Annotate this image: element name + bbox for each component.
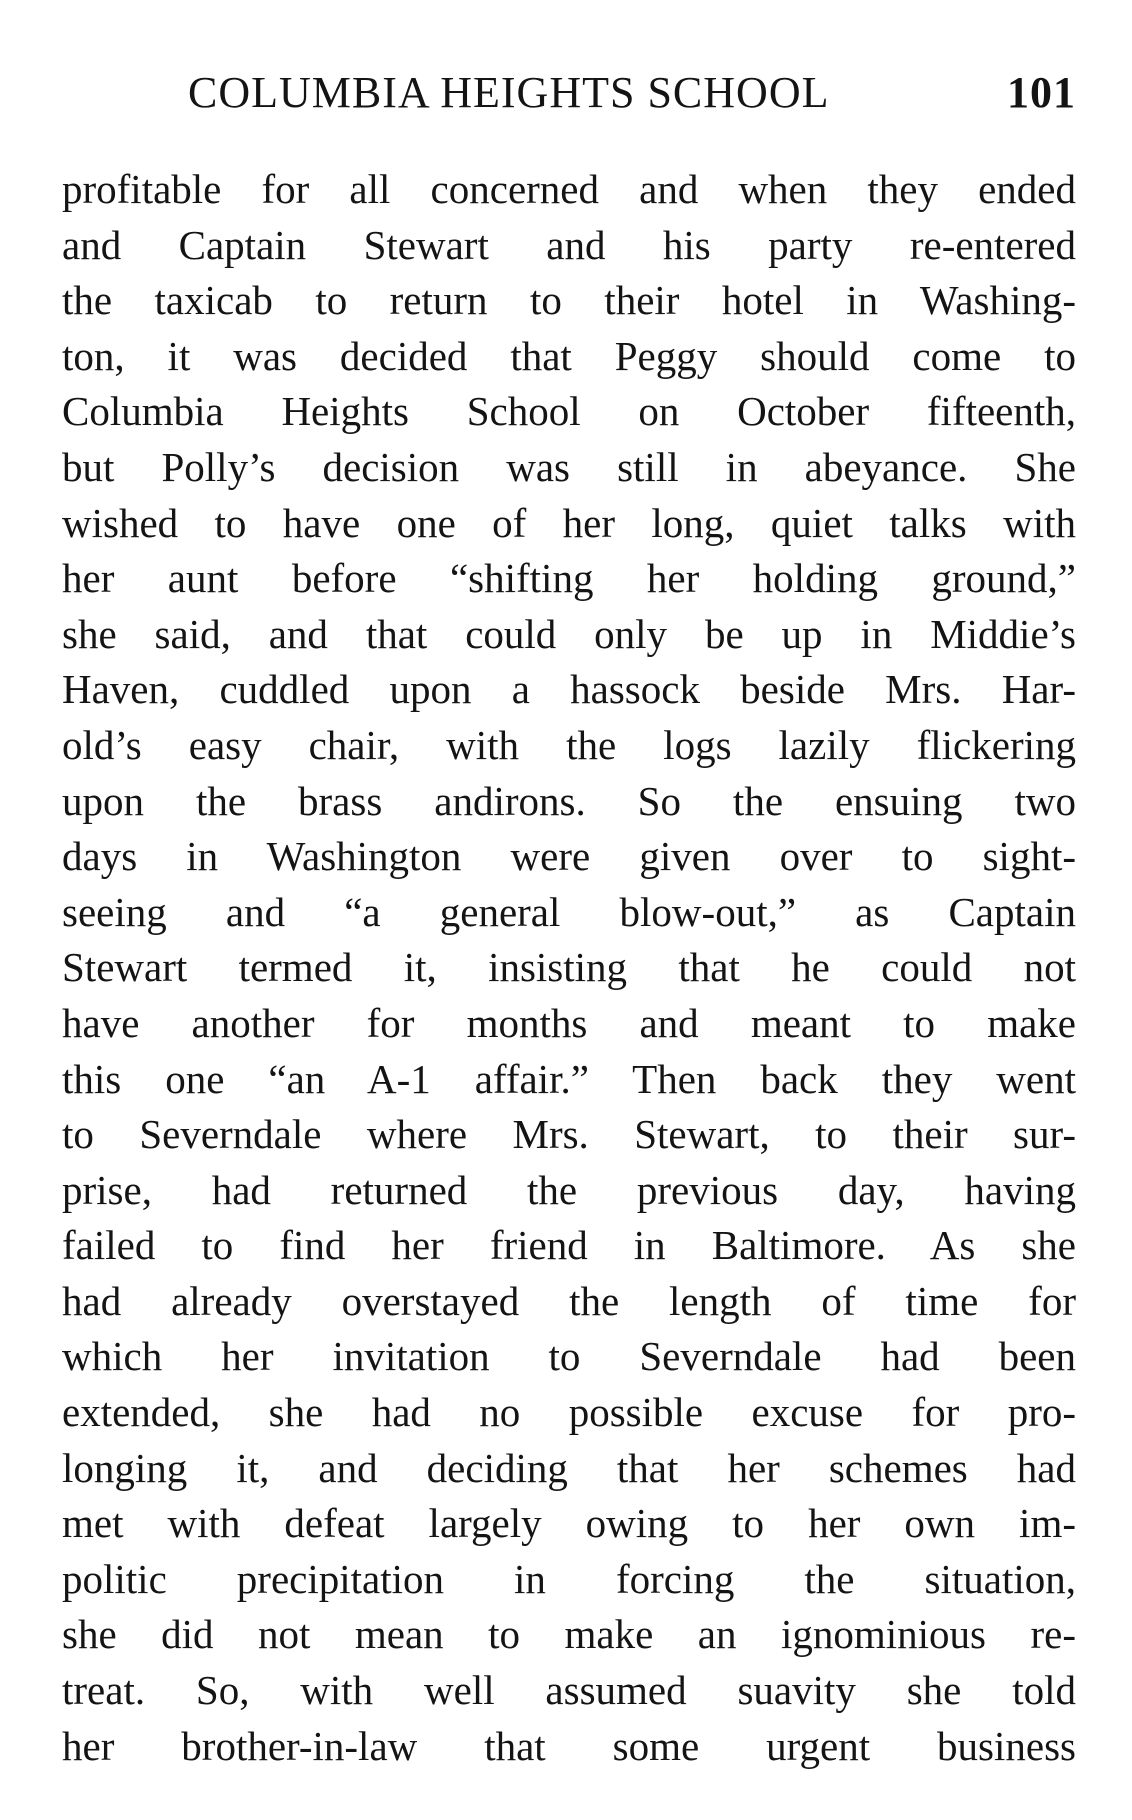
text-line: she did not mean to make an ignominious re-: [62, 1611, 1076, 1658]
text-line: have another for months and meant to make: [62, 999, 1076, 1046]
text-line: longing it, and deciding that her schemes had: [62, 1444, 1076, 1491]
text-line: prise, had returned the previous day, having: [62, 1166, 1076, 1213]
running-head: [188, 62, 1076, 122]
text-line: the taxicab to return to their hotel in Washing-: [62, 277, 1076, 324]
text-line: to Severndale where Mrs. Stewart, to their sur-: [62, 1111, 1076, 1158]
text-line: seeing and “a general blow-out,” as Captain: [62, 888, 1076, 935]
text-line: failed to find her friend in Baltimore. As she: [62, 1222, 1076, 1269]
text-line: met with defeat largely owing to her own im-: [62, 1500, 1076, 1547]
text-line: profitable for all concerned and when they ended: [62, 166, 1076, 212]
text-line: old’s easy chair, with the logs lazily flickering: [62, 721, 1076, 768]
text-line: days in Washington were given over to sight-: [62, 833, 1076, 880]
text-line: which her invitation to Severndale had been: [62, 1333, 1076, 1380]
text-line: upon the brass andirons. So the ensuing two: [62, 777, 1076, 824]
text-line: had already overstayed the length of time for: [62, 1277, 1076, 1324]
text-line: Columbia Heights School on October fifteenth,: [62, 388, 1076, 435]
text-line: ton, it was decided that Peggy should come to: [62, 332, 1076, 379]
page-number: 101: [1007, 67, 1076, 117]
running-head-title: COLUMBIA HEIGHTS SCHOOL: [188, 67, 830, 117]
text-line: she said, and that could only be up in Middie’s: [62, 610, 1076, 657]
text-line: and Captain Stewart and his party re-entered: [62, 221, 1076, 268]
text-line: but Polly’s decision was still in abeyance. She: [62, 443, 1076, 490]
body-text: [62, 162, 1076, 1774]
text-line: Stewart termed it, insisting that he could not: [62, 944, 1076, 991]
text-line: extended, she had no possible excuse for pro-: [62, 1389, 1076, 1436]
text-line: politic precipitation in forcing the situation,: [62, 1555, 1076, 1602]
text-line: wished to have one of her long, quiet talks with: [62, 499, 1076, 546]
text-line: her brother-in-law that some urgent business: [62, 1722, 1076, 1769]
text-line: her aunt before “shifting her holding ground,”: [62, 555, 1076, 602]
text-line: Haven, cuddled upon a hassock beside Mrs. Har-: [62, 666, 1076, 713]
text-line: treat. So, with well assumed suavity she told: [62, 1667, 1076, 1714]
text-line: this one “an A-1 affair.” Then back they went: [62, 1055, 1076, 1102]
